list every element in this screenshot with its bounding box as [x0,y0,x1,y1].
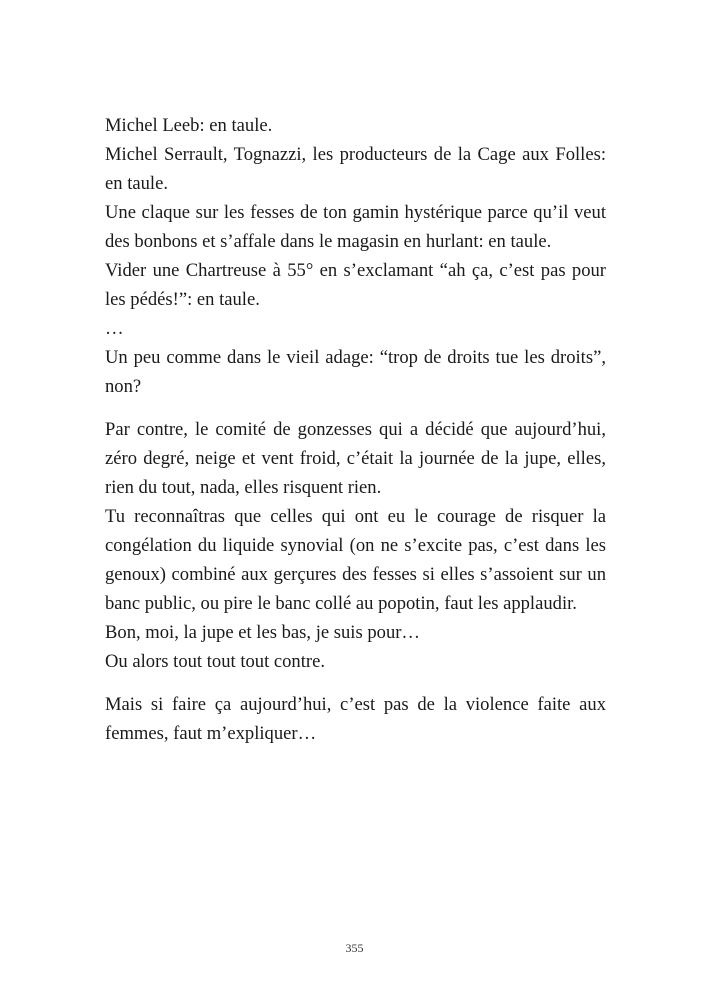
paragraph: Une claque sur les fesses de ton gamin hystérique parce qu’il veut des bonbons et s’affale dans le magasin en hurlant: en taule. [105,202,606,252]
paragraph: Mais si faire ça aujourd’hui, c’est pas de la violence faite aux femmes, faut m’expliquer… [105,694,606,744]
paragraph: Michel Leeb: en taule. [105,115,273,136]
paragraph: Ou alors tout tout tout contre. [105,651,325,672]
page-text [105,111,606,748]
paragraph: Un peu comme dans le vieil adage: “trop de droits tue les droits”, non? [105,347,606,397]
paragraph: Michel Serrault, Tognazzi, les producteurs de la Cage aux Folles: en taule. [105,144,606,194]
paragraph: Tu reconnaîtras que celles qui ont eu le courage de risquer la congélation du liquide synovial (on ne s’excite pas, c’est dans les genoux) combiné aux gerçures des fesses si elles s’assoient sur un banc public, ou pire le banc collé au popotin, faut les applaudir. [105,506,606,614]
page-number: 355 [345,941,364,955]
paragraph: Par contre, le comité de gonzesses qui a décidé que aujourd’hui, zéro degré, neige et vent froid, c’était la journée de la jupe, elles, rien du tout, nada, elles risquent rien. [105,419,606,498]
paragraph: Bon, moi, la jupe et les bas, je suis pour… [105,622,421,643]
paragraph: Vider une Chartreuse à 55° en s’exclamant “ah ça, c’est pas pour les pédés!”: en taule. [105,260,606,310]
paragraph: … [105,318,124,339]
